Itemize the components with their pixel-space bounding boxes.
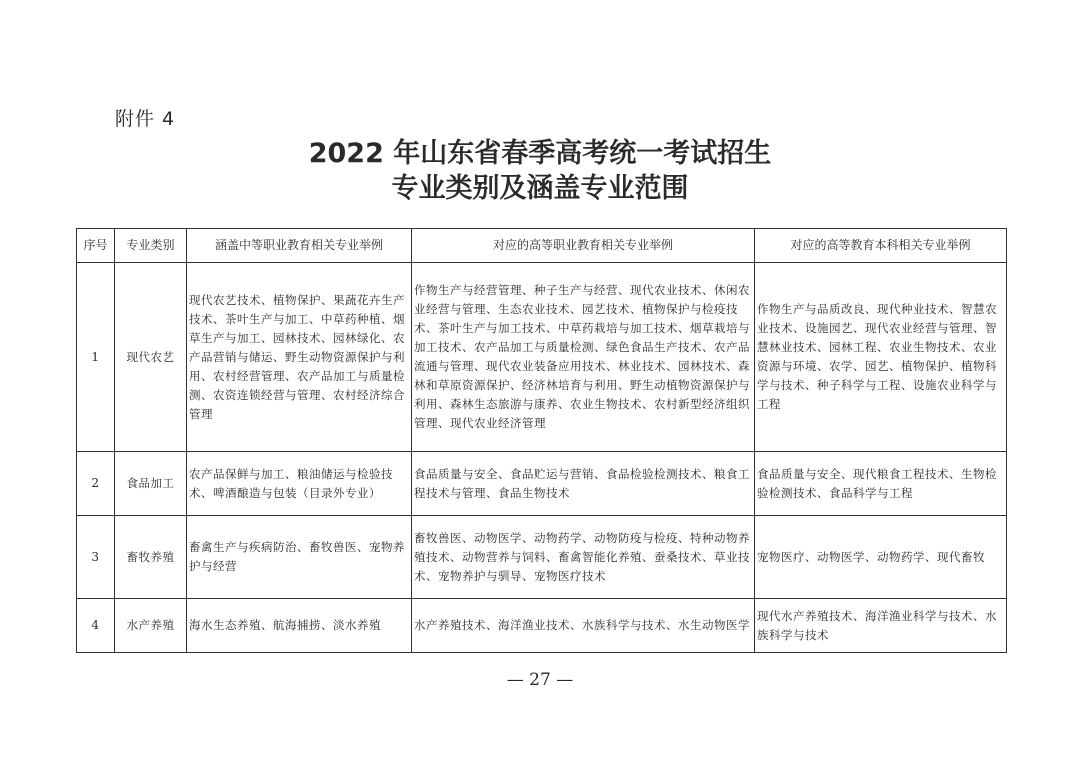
- row-no: 3: [77, 516, 115, 599]
- header-category: 专业类别: [115, 229, 187, 263]
- row-no: 4: [77, 599, 115, 653]
- header-higher-vocational: 对应的高等职业教育相关专业举例: [412, 229, 755, 263]
- majors-table: [76, 228, 1007, 653]
- header-secondary: 涵盖中等职业教育相关专业举例: [187, 229, 412, 263]
- table-header-row: [77, 229, 1007, 263]
- title-line-2: 专业类别及涵盖专业范围: [391, 173, 689, 204]
- page-number: — 27 —: [506, 670, 574, 690]
- table-row: [77, 516, 1007, 599]
- row-category: 畜牧养殖: [115, 516, 187, 599]
- row-higher-vocational: 食品质量与安全、食品贮运与营销、食品检验检测技术、粮食工程技术与管理、食品生物技术: [412, 452, 755, 516]
- row-secondary: 现代农艺技术、植物保护、果蔬花卉生产技术、茶叶生产与加工、中草药种植、烟草生产与加工、园林技术、园林绿化、农产品营销与储运、野生动物资源保护与利用、农村经营管理、农产品加工与质量检测、农资连锁经营与管理、农村经济综合管理: [187, 263, 412, 452]
- table-row: [77, 452, 1007, 516]
- table-row: [77, 599, 1007, 653]
- row-undergraduate: 食品质量与安全、现代粮食工程技术、生物检验检测技术、食品科学与工程: [755, 452, 1007, 516]
- row-category: 水产养殖: [115, 599, 187, 653]
- row-higher-vocational: 水产养殖技术、海洋渔业技术、水族科学与技术、水生动物医学: [412, 599, 755, 653]
- row-undergraduate: 作物生产与品质改良、现代种业技术、智慧农业技术、设施园艺、现代农业经营与管理、智慧林业技术、园林工程、农业生物技术、农业资源与环境、农学、园艺、植物保护、植物科学与技术、种子科学与工程、设施农业科学与工程: [755, 263, 1007, 452]
- row-higher-vocational: 作物生产与经营管理、种子生产与经营、现代农业技术、休闲农业经营与管理、生态农业技术、园艺技术、植物保护与检疫技术、茶叶生产与加工技术、中草药栽培与加工技术、烟草栽培与加工技术、农产品加工与质量检测、绿色食品生产技术、农产品流通与管理、现代农业装备应用技术、林业技术、园林技术、森林和草原资源保护、经济林培育与利用、野生动植物资源保护与利用、森林生态旅游与康养、农业生物技术、农村新型经济组织管理、现代农业经济管理: [412, 263, 755, 452]
- row-undergraduate: 宠物医疗、动物医学、动物药学、现代畜牧: [755, 516, 1007, 599]
- row-secondary: 畜禽生产与疾病防治、畜牧兽医、宠物养护与经营: [187, 516, 412, 599]
- row-category: 现代农艺: [115, 263, 187, 452]
- row-category: 食品加工: [115, 452, 187, 516]
- row-secondary: 海水生态养殖、航海捕捞、淡水养殖: [187, 599, 412, 653]
- title-line-1: 2022 年山东省春季高考统一考试招生: [308, 138, 772, 169]
- attachment-label: 附件 4: [115, 108, 176, 130]
- row-no: 2: [77, 452, 115, 516]
- header-no: 序号: [77, 229, 115, 263]
- row-higher-vocational: 畜牧兽医、动物医学、动物药学、动物防疫与检疫、特种动物养殖技术、动物营养与饲料、畜禽智能化养殖、蚕桑技术、草业技术、宠物养护与驯导、宠物医疗技术: [412, 516, 755, 599]
- header-undergraduate: 对应的高等教育本科相关专业举例: [755, 229, 1007, 263]
- row-secondary: 农产品保鲜与加工、粮油储运与检验技术、啤酒酿造与包装（目录外专业）: [187, 452, 412, 516]
- document-title: [0, 136, 1080, 206]
- row-undergraduate: 现代水产养殖技术、海洋渔业科学与技术、水族科学与技术: [755, 599, 1007, 653]
- row-no: 1: [77, 263, 115, 452]
- table-row: [77, 263, 1007, 452]
